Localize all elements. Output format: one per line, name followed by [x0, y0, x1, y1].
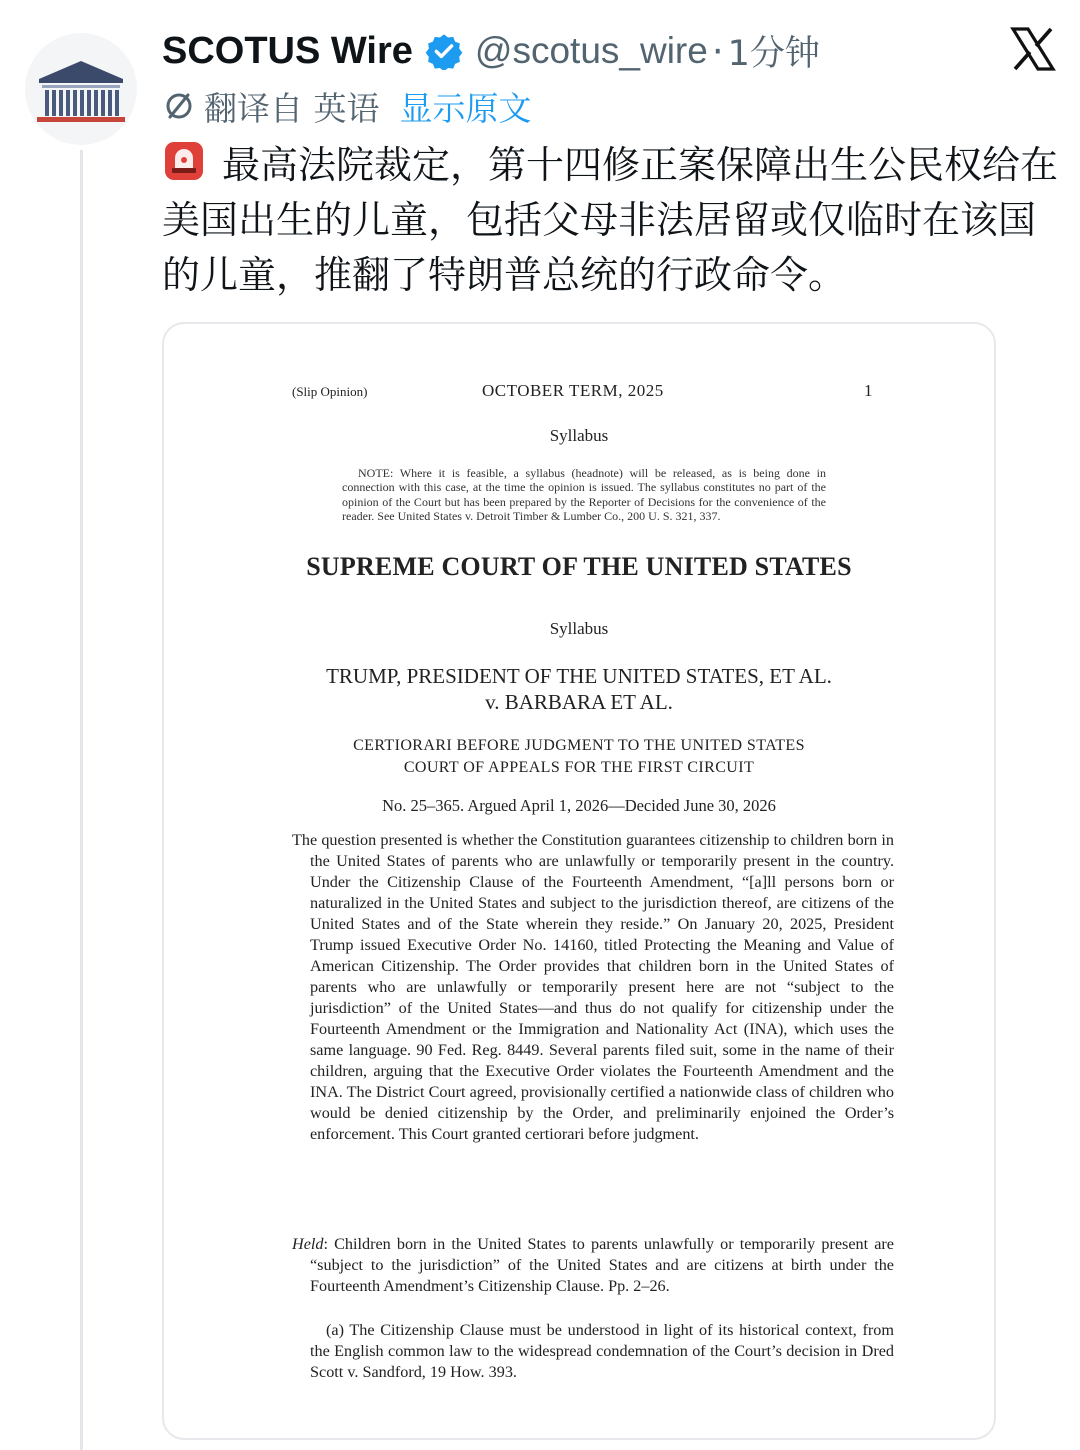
avatar[interactable] — [25, 33, 137, 145]
case-caption-line-1: TRUMP, PRESIDENT OF THE UNITED STATES, ET AL. — [326, 664, 832, 688]
question-presented-paragraph: The question presented is whether the Constitution guarantees citizenship to children born in the United States of parents who are unlawfully or temporarily present in the country. Under the Citizenship Clause of the Fourteenth Amendment, “[a]ll persons born or naturalized in the United States and subject to the jurisdiction thereof, are citizens of the United States and of the State wherein they reside.” On January 20, 2025, President Trump issued Executive Order No. 14160, titled Protecting the Meaning and Value of American Citizenship. The Order provides that children born in the United States of parents who are unlawfully or temporarily present here are not “subject to the jurisdiction” of the United States—and thus do not qualify for citizenship under the Fourteenth Amendment or the Immigration and Nationality Act (INA), which uses the same language. 90 Fed. Reg. 8449. Several parents filed suit, some in the name of their children, arguing that the Executive Order violates the Fourteenth Amendment and the INA. The District Court agreed, provisionally certified a nationwide class of children who would be denied citizenship by the Order, and preliminarily enjoined the Order’s enforcement. This Court granted certiorari before judgment. — [292, 831, 894, 1143]
show-original-link[interactable]: 显示原文 — [399, 88, 532, 128]
siren-icon — [162, 138, 206, 184]
held-label: Held — [292, 1235, 324, 1253]
post-text-content: 最高法院裁定，第十四修正案保障出生公民权给在美国出生的儿童，包括父母非法居留或仅临时在该国的儿童，推翻了特朗普总统的行政命令。 — [162, 143, 1059, 297]
courthouse-icon — [25, 33, 137, 145]
translate-icon — [162, 89, 196, 123]
syllabus-heading-2: Syllabus — [549, 619, 609, 638]
post-text — [162, 138, 1062, 303]
paragraph-a: (a) The Citizenship Clause must be understood in light of its historical context, from the English common law to the widespread condemnation of the Court’s decision in Dred Scott v. Sandford, 19 How. 393. — [310, 1321, 894, 1381]
user-handle[interactable]: @scotus_wire — [474, 30, 708, 71]
translated-from-label: 翻译自 英语 — [204, 88, 380, 128]
syllabus-heading: Syllabus — [549, 426, 609, 445]
slip-opinion-label: (Slip Opinion) — [292, 384, 368, 399]
attached-document-image[interactable] — [162, 322, 996, 1440]
case-caption-line-2: v. BARBARA ET AL. — [485, 690, 673, 714]
court-name: SUPREME COURT OF THE UNITED STATES — [306, 552, 852, 581]
docket-line: No. 25–365. Argued April 1, 2026—Decided June 30, 2026 — [382, 796, 776, 815]
verified-badge-icon — [425, 32, 463, 70]
display-name[interactable]: SCOTUS Wire — [162, 29, 413, 72]
certiorari-line-2: COURT OF APPEALS FOR THE FIRST CIRCUIT — [403, 759, 755, 776]
held-text: : Children born in the United States to parents unlawfully or temporarily present are “subject to the jurisdiction” of the United States and are citizens at birth under the Fourteenth Amendment’s Citizenship Clause. Pp. 2–26. — [310, 1235, 894, 1295]
held-paragraph — [292, 1234, 894, 1297]
translation-bar — [162, 84, 532, 128]
term-heading: OCTOBER TERM, 2025 — [482, 381, 664, 400]
syllabus-note: NOTE: Where it is feasible, a syllabus (headnote) will be released, as is being done in connection with this case, at the time the opinion is issued. The syllabus constitutes no part of the opinion of the Court but has been prepared by the Reporter of Decisions for the convenience of the reader. See United States v. Detroit Timber & Lumber Co., 200 U. S. 321, 337. — [342, 466, 826, 523]
post-header — [162, 26, 820, 76]
page-number: 1 — [864, 381, 873, 400]
post-time[interactable]: 1分钟 — [727, 34, 820, 74]
thread-line — [80, 150, 83, 1450]
separator-dot: · — [711, 29, 724, 73]
certiorari-line-1: CERTIORARI BEFORE JUDGMENT TO THE UNITED STATES — [353, 737, 805, 754]
x-logo-icon[interactable] — [1010, 26, 1056, 72]
slip-opinion-page — [164, 324, 994, 1438]
